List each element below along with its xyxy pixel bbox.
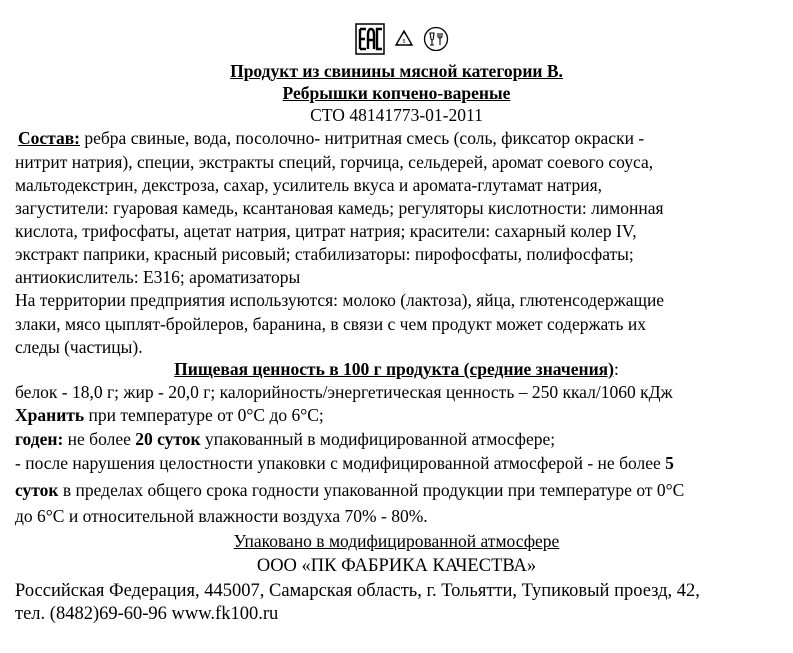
storage-line: Хранить при температуре от 0°С до 6°С;: [15, 405, 324, 425]
packed-note: Упаковано в модифицированной атмосфере: [233, 531, 560, 551]
glass-fork-icon: [423, 26, 449, 52]
certification-marks: [355, 22, 449, 56]
composition-label: Состав:: [18, 128, 80, 148]
nutrition-values: белок - 18,0 г; жир - 20,0 г; калорийность/энергетическая ценность – 250 ккал/1060 кДж: [15, 382, 673, 402]
company-address: Российская Федерация, 445007, Самарская область, г. Тольятти, Тупиковый проезд, 42,: [15, 581, 700, 601]
composition-line: загустители: гуаровая камедь, ксантановая камедь; регуляторы кислотности: лимонная: [15, 198, 664, 218]
composition-line: кислота, трифосфаты, ацетат натрия, цитрат натрия; красители: сахарный колер IV,: [15, 221, 637, 241]
allergens-line: злаки, мясо цыплят-бройлеров, баранина, в связи с чем продукт может содержать их: [15, 314, 646, 334]
company-contacts: тел. (8482)69-60-96 www.fk100.ru: [15, 604, 279, 624]
composition-line: экстракт паприки, красный рисовый; стабилизаторы: пирофосфаты, полифосфаты;: [15, 244, 634, 264]
composition-line: мальтодекстрин, декстроза, сахар, усилитель вкуса и аромата-глутамат натрия,: [15, 175, 603, 195]
standard-number: СТО 48141773-01-2011: [310, 105, 483, 125]
recycle-icon: [393, 28, 415, 50]
composition-line: нитрит натрия), специи, экстракты специй, горчица, сельдерей, аромат соевого соуса,: [15, 152, 654, 172]
title-line2: Ребрышки копчено-вареные: [282, 83, 511, 103]
after-opening-line: - после нарушения целостности упаковки с модифицированной атмосферой - не более 5: [15, 453, 674, 473]
after-opening-line: суток в пределах общего срока годности упакованной продукции при температуре от 0°С: [15, 480, 685, 500]
svg-text:5: 5: [402, 39, 406, 45]
title-line1: Продукт из свинины мясной категории В.: [230, 61, 563, 81]
storage-conditions-line: до 6°С и относительной влажности воздуха 70% - 80%.: [15, 506, 428, 526]
company-name: ООО «ПК ФАБРИКА КАЧЕСТВА»: [256, 556, 537, 576]
eac-mark-icon: [355, 23, 385, 55]
allergens-line: следы (частицы).: [15, 337, 143, 357]
composition-line: антиокислитель: Е316; ароматизаторы: [15, 267, 301, 287]
shelf-life-line: годен: не более 20 суток упакованный в модифицированной атмосфере;: [15, 429, 556, 449]
nutrition-heading: Пищевая ценность в 100 г продукта (средние значения):: [174, 359, 619, 379]
composition-line: Состав: ребра свиные, вода, посолочно- нитритная смесь (соль, фиксатор окраски -: [18, 128, 645, 148]
allergens-line: На территории предприятия используются: молоко (лактоза), яйца, глютенсодержащие: [15, 290, 665, 310]
